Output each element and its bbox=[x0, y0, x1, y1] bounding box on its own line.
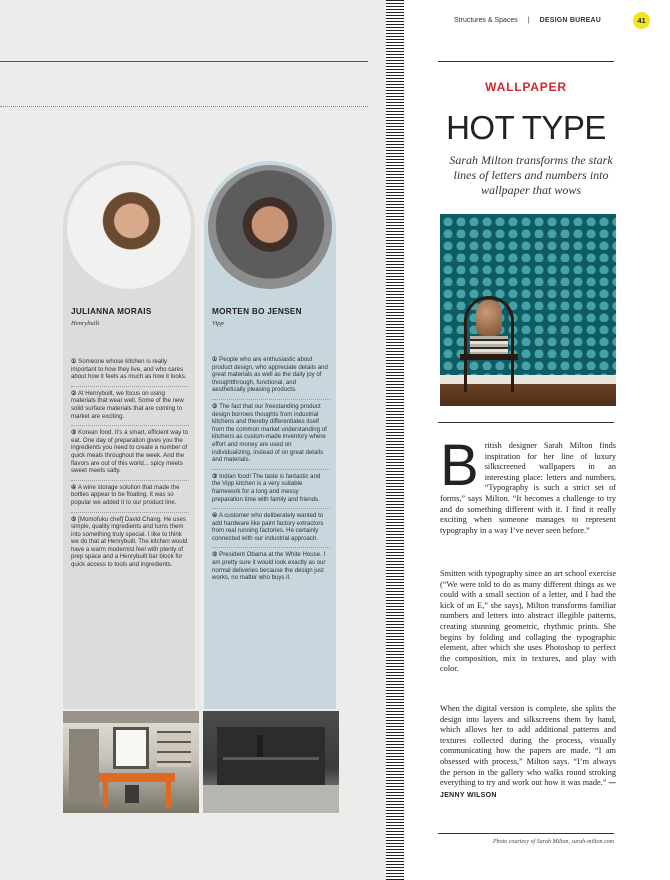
header-separator: | bbox=[527, 17, 530, 24]
wallpaper-photo bbox=[440, 214, 616, 406]
article-dek: Sarah Milton transforms the stark lines of letters and numbers into wallpaper that wows bbox=[449, 153, 613, 197]
answer-item: ① Someone whose kitchen is really important to how they live, and who cares about how it feels as much as how it looks. bbox=[71, 358, 189, 387]
article-title: HOT TYPE bbox=[446, 109, 606, 146]
answer-item: ④ A customer who deliberately wanted to add hardware like paint factory extractors from real running factories. He certainly connected with our industrial approach. bbox=[212, 512, 330, 548]
article-kicker: WALLPAPER bbox=[485, 80, 567, 94]
body-paragraph-2: Smitten with typography since an art school exercise (“We were told to do as many different things as we could with a small section of a letter, and I had the kick of an E,” she says), Milton transforms familiar numbers and letters into abstract illegible patterns, creating stunning geometric, rhythmic prints. She begins by folding and collaging the typographic element, after which she uses Photoshop to perfect the composition, mix in textures, and play with color. bbox=[440, 569, 616, 674]
profile-column-julianna bbox=[63, 161, 195, 709]
answer-list bbox=[71, 358, 189, 577]
profile-company: Henrybuilt bbox=[71, 320, 100, 327]
answer-item: ⑤ [Momofuku chef] David Chang. He uses simple, quality ingredients and turns them into something truly special. I like to think we do that at Henrybuilt. The kitchen would have a warm modernist feel with plenty of prep space and a Henrybuilt bar block for quick access to tools and ingredients. bbox=[71, 515, 188, 569]
kitchen-photo-vipp bbox=[203, 711, 339, 813]
profile-column-morten bbox=[204, 161, 336, 709]
body-paragraph-1: British designer Sarah Milton finds inspiration for her line of luxury silkscreened wallpapers in an interesting place: letters and numbers. “Typography is such a strict set of forms,” says Milton. “It becomes a challenge to try and do something different with it. I find it really exciting when someone manages to represent typography in a way I’ve never seen before.” bbox=[440, 433, 616, 535]
top-rule bbox=[0, 61, 368, 62]
answer-item: ④ A wine storage solution that made the bottles appear to be floating. It was so popular we added it to our product line. bbox=[71, 484, 189, 513]
answer-item: ⑤ President Obama at the White House. I am pretty sure it would look exactly as our normal deliveries because the design just works, no matter who buys it. bbox=[212, 551, 326, 582]
profile-name: MORTEN BO JENSEN bbox=[212, 307, 302, 316]
chair-seat bbox=[460, 354, 518, 360]
answer-item: ② The fact that our freestanding product design borrows thoughts from industrial kitchens and thereby differentiates itself from the common market understanding of kitchens as custom-made inventory where effort and money are used on individualizing, instead of on great details and materials. bbox=[212, 403, 330, 470]
publication-label: DESIGN BUREAU bbox=[539, 17, 601, 24]
answer-item: ② At Henrybuilt, we focus on using materials that wear well. Some of the new solid surface materials that are coming to market are exciting. bbox=[71, 390, 189, 426]
page-gutter-spine bbox=[386, 0, 404, 880]
byline: —JENNY WILSON bbox=[440, 780, 617, 799]
body-top-rule bbox=[438, 422, 614, 423]
portrait-morten-bo-jensen bbox=[208, 165, 332, 289]
section-label: Structures & Spaces bbox=[454, 17, 518, 24]
answer-list bbox=[212, 356, 330, 590]
chair-leg bbox=[511, 360, 514, 392]
portrait-julianna-morais bbox=[67, 165, 191, 289]
page-number-badge: 41 bbox=[633, 12, 650, 29]
running-header bbox=[454, 17, 601, 24]
drop-cap: B bbox=[440, 433, 479, 498]
photo-credit: Photo courtesy of Sarah Milton, sarah-milton.com bbox=[492, 839, 614, 845]
answer-item: ③ Korean food. It’s a smart, efficient way to eat. One day of preparation gives you the ingredients you need to create a number of quick meals throughout the week. And the flavors are out of this world... spicy meets sweet meets salty. bbox=[71, 429, 189, 481]
profile-name: JULIANNA MORAIS bbox=[71, 307, 152, 316]
article-bottom-rule bbox=[438, 833, 614, 834]
stacked-books bbox=[470, 336, 508, 354]
ceramic-vase bbox=[476, 300, 502, 336]
answer-item: ① People who are enthusiastic about product design, who appreciate details and great materials as well as the daily joy of thoughtthrough, functional, and aesthetically pleasing products. bbox=[212, 356, 330, 400]
body-paragraph-3: When the digital version is complete, she splits the design into layers and silkscreens them by hand, which allows her to add additional patterns and textures collected during the process, visually communicating how the papers are made. “I am obsessed with process,” Milton says. “I’m always the person in the gallery who walks round stroking everything to try and work out how it was made.” —JENNY WILSON bbox=[440, 704, 617, 799]
chair-leg bbox=[464, 360, 467, 392]
profile-company: Vipp bbox=[212, 320, 224, 327]
article-top-rule bbox=[438, 61, 614, 62]
dotted-rule bbox=[0, 106, 368, 107]
kitchen-photo-henrybuilt bbox=[63, 711, 199, 813]
answer-item: ③ Indian food! The taste is fantastic and the Vipp kitchen is a very suitable framework for a long and messy preparation time with family and friends. bbox=[212, 473, 330, 509]
